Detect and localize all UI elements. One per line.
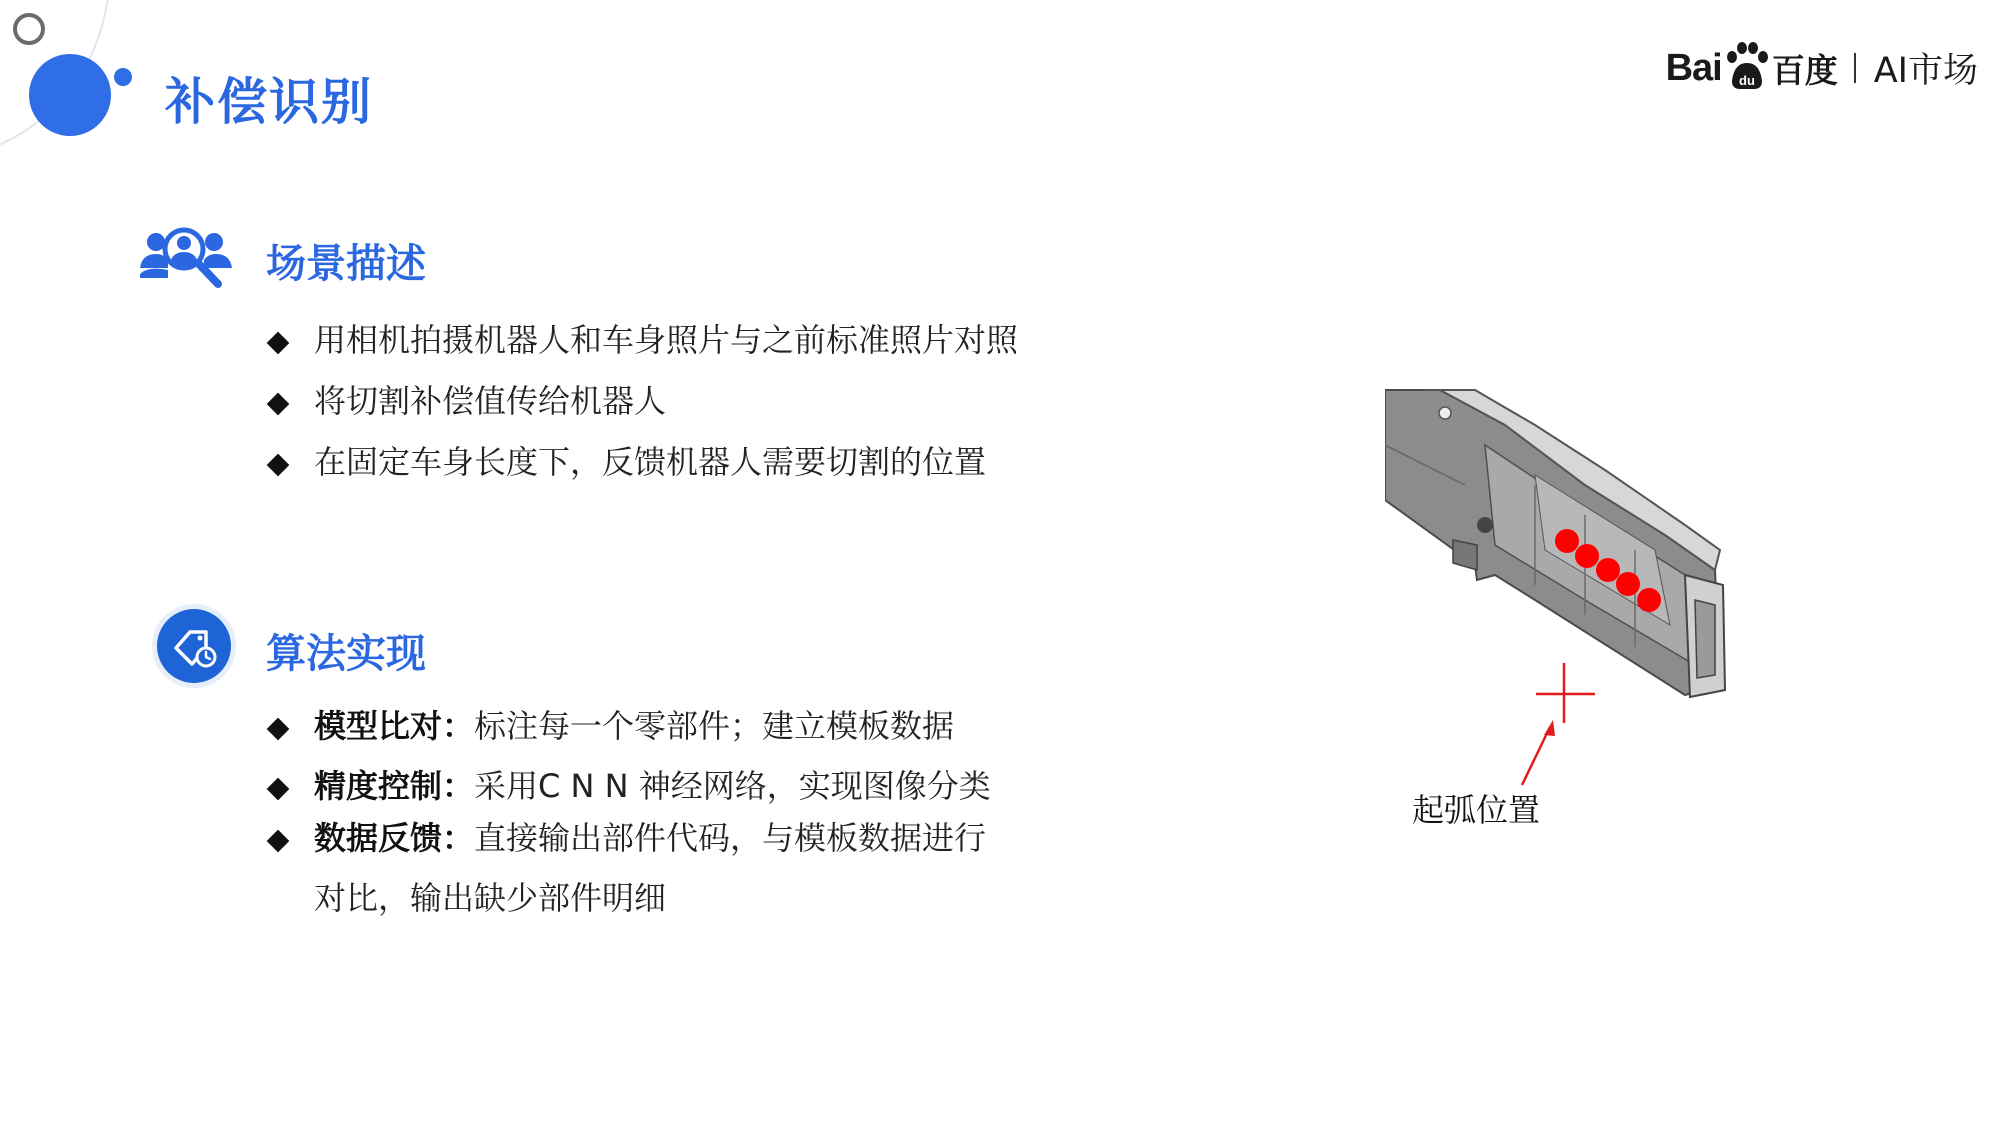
section-title-scene: 场景描述	[266, 241, 426, 287]
bullet-text: 标注每一个零部件；建立模板数据	[474, 707, 955, 745]
diamond-bullet-icon	[267, 393, 290, 416]
bullet-term: 数据反馈	[314, 819, 443, 857]
brand-du: du	[1738, 73, 1755, 88]
bullet-text: 直接输出部件代码，与模板数据进行	[474, 819, 987, 857]
page-title: 补偿识别	[165, 73, 373, 131]
arc-start-label: 起弧位置	[1412, 791, 1541, 829]
brand-baidu-cn: 百度	[1771, 50, 1838, 90]
bullet-text: 用相机拍摄机器人和车身照片与之前标准照片对照	[314, 321, 1019, 359]
bullet-colon: ：	[442, 767, 475, 805]
algorithm-bullet-list	[268, 704, 991, 920]
list-item	[268, 704, 991, 748]
list-item	[268, 440, 1018, 484]
list-item	[268, 816, 991, 920]
baidu-ai-market-logo	[1666, 38, 1978, 98]
diamond-bullet-icon	[267, 778, 290, 801]
decorative-circle	[29, 54, 111, 136]
list-item	[268, 379, 1018, 423]
paw-icon	[1724, 41, 1770, 95]
brand-divider	[1854, 53, 1856, 83]
people-search-icon	[138, 222, 234, 296]
diamond-bullet-icon	[267, 718, 290, 741]
section-title-algorithm: 算法实现	[266, 631, 426, 677]
car-body-rail-cad-image	[1385, 385, 1745, 809]
bullet-colon: ：	[442, 819, 475, 857]
bullet-colon: ：	[442, 707, 475, 745]
tag-clock-icon	[150, 602, 238, 694]
bullet-continuation: 对比，输出缺少部件明细	[314, 879, 667, 917]
list-item	[268, 318, 1018, 362]
scene-bullet-list	[268, 318, 1018, 484]
bullet-term: 模型比对	[314, 707, 443, 745]
brand-ai-market: AI市场	[1873, 51, 1978, 91]
bullet-text: 采用C N N 神经网络，实现图像分类	[474, 767, 991, 805]
bullet-term: 精度控制	[314, 767, 443, 805]
decorative-ring	[13, 13, 45, 45]
diamond-bullet-icon	[267, 454, 290, 477]
diamond-bullet-icon	[267, 332, 290, 355]
list-item	[268, 764, 991, 808]
brand-bai: Bai	[1665, 46, 1722, 89]
bullet-text: 将切割补偿值传给机器人	[314, 382, 667, 420]
decorative-dot	[114, 68, 132, 86]
bullet-text: 在固定车身长度下，反馈机器人需要切割的位置	[314, 443, 987, 481]
diamond-bullet-icon	[267, 830, 290, 853]
